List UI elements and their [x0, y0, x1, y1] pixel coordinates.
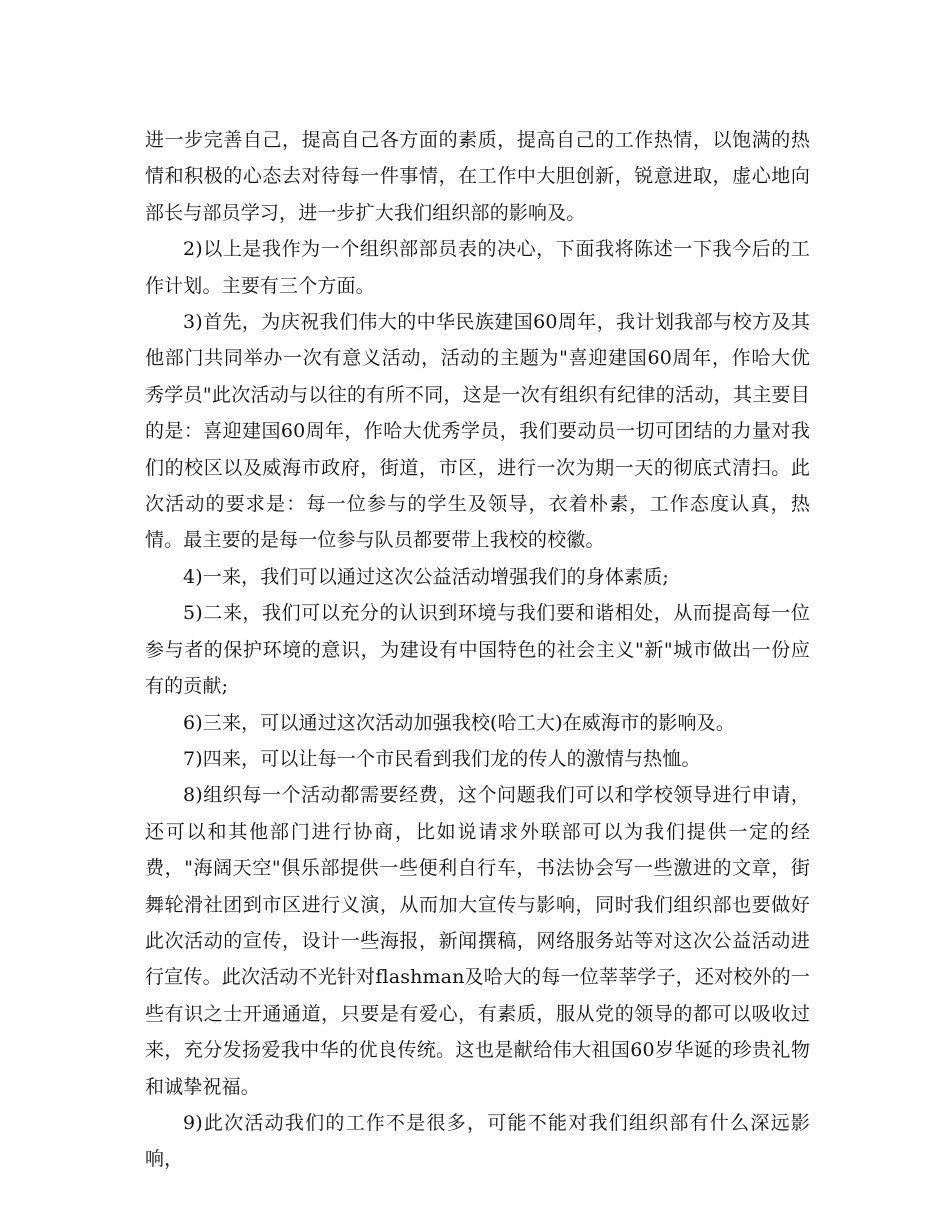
paragraph-continuation: 进一步完善自己，提高自己各方面的素质，提高自己的工作热情，以饱满的热情和积极的心态去对待每一件事情，在工作中大胆创新，锐意进取，虚心地向部长与部员学习，进一步扩大我们组织部的影响及。 [145, 129, 810, 224]
paragraph-8: 8)组织每一个活动都需要经费，这个问题我们可以和学校领导进行申请，还可以和其他部门进行协商，比如说请求外联部可以为我们提供一定的经费，"海阔天空"俱乐部提供一些便利自行车，书法协会写一些激进的文章，街舞轮滑社团到市区进行义演，从而加大宣传与影响，同时我们组织部也要做好此次活动的宣传，设计一些海报，新闻撰稿，网络服务站等对这次公益活动进行宣传。此次活动不光针对flashman及哈大的每一位莘莘学子，还对校外的一些有识之士开通通道，只要是有爱心，有素质，服从党的领导的都可以吸收过来，充分发扬爱我中华的优良传统。这也是献给伟大祖国60岁华诞的珍贵礼物和诚挚祝福。 [145, 784, 810, 1098]
paragraph-5: 5)二来，我们可以充分的认识到环境与我们要和谐相处，从而提高每一位参与者的保护环境的意识，为建设有中国特色的社会主义"新"城市做出一份应有的贡献; [145, 602, 810, 698]
paragraph-3: 3)首先，为庆祝我们伟大的中华民族建国60周年，我计划我部与校方及其他部门共同举办一次有意义活动，活动的主题为"喜迎建国60周年，作哈大优秀学员"此次活动与以往的有所不同，这是一次有组织有纪律的活动，其主要目的是：喜迎建国60周年，作哈大优秀学员，我们要动员一切可团结的力量对我们的校区以及威海市政府，街道，市区，进行一次为期一天的彻底式清扫。此次活动的要求是：每一位参与的学生及领导，衣着朴素，工作态度认真，热情。最主要的是每一位参与队员都要带上我校的校徽。 [145, 311, 810, 552]
body-text [145, 122, 810, 1178]
paragraph-2: 2)以上是我作为一个组织部部员表的决心，下面我将陈述一下我今后的工作计划。主要有三个方面。 [145, 238, 810, 297]
paragraph-6: 6)三来，可以通过这次活动加强我校(哈工大)在威海市的影响及。 [183, 711, 735, 734]
paragraph-9: 9)此次活动我们的工作不是很多，可能不能对我们组织部有什么深远影响， [145, 1111, 810, 1171]
paragraph-4: 4)一来，我们可以通过这次公益活动增强我们的身体素质; [183, 565, 669, 588]
paragraph-7: 7)四来，可以让每一个市民看到我们龙的传人的激情与热恤。 [183, 747, 701, 770]
